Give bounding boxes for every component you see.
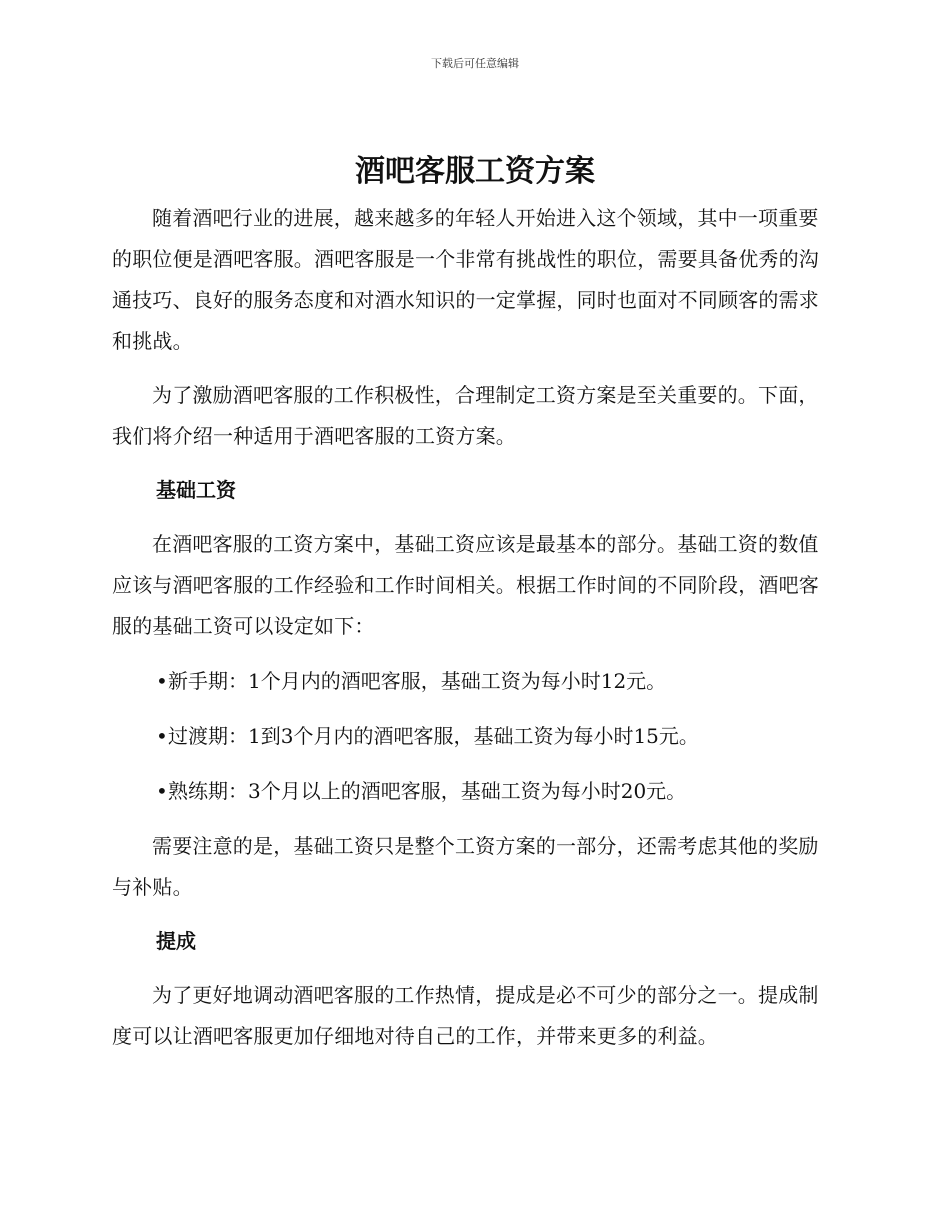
list-item [112,661,830,702]
list-item [112,716,830,757]
commission-paragraph: 为了更好地调动酒吧客服的工作热情，提成是必不可少的部分之一。提成制度可以让酒吧客服更加仔细地对待自己的工作，并带来更多的利益。 [112,983,819,1048]
intro-paragraph-1: 随着酒吧行业的进展，越来越多的年轻人开始进入这个领域，其中一项重要的职位便是酒吧客服。酒吧客服是一个非常有挑战性的职位，需要具备优秀的沟通技巧、良好的服务态度和对酒水知识的一定掌握，同时也面对不同顾客的需求和挑战。 [112,206,819,353]
document-title: 酒吧客服工资方案 [355,154,595,189]
base-salary-paragraph: 在酒吧客服的工资方案中，基础工资应该是最基本的部分。基础工资的数值应该与酒吧客服的工作经验和工作时间相关。根据工作时间的不同阶段，酒吧客服的基础工资可以设定如下： [112,532,819,638]
header-note: 下载后可任意编辑 [431,57,519,70]
bullet-icon: • [156,669,168,693]
list-item [112,771,830,812]
list-item-text: 过渡期：1到3个月内的酒吧客服，基础工资为每小时15元。 [168,724,699,748]
section-heading-base-salary: 基础工资 [156,478,236,502]
section-heading-commission: 提成 [156,929,196,953]
document-body [112,198,830,1057]
intro-paragraph-2: 为了激励酒吧客服的工作积极性，合理制定工资方案是至关重要的。下面，我们将介绍一种适用于酒吧客服的工资方案。 [112,383,819,448]
bullet-icon: • [156,724,168,748]
bullet-icon: • [156,779,168,803]
salary-stage-list [112,661,830,812]
list-item-text: 新手期：1个月内的酒吧客服，基础工资为每小时12元。 [168,669,667,693]
list-item-text: 熟练期：3个月以上的酒吧客服，基础工资为每小时20元。 [168,779,687,803]
base-salary-note-paragraph: 需要注意的是，基础工资只是整个工资方案的一部分，还需考虑其他的奖励与补贴。 [112,834,819,899]
